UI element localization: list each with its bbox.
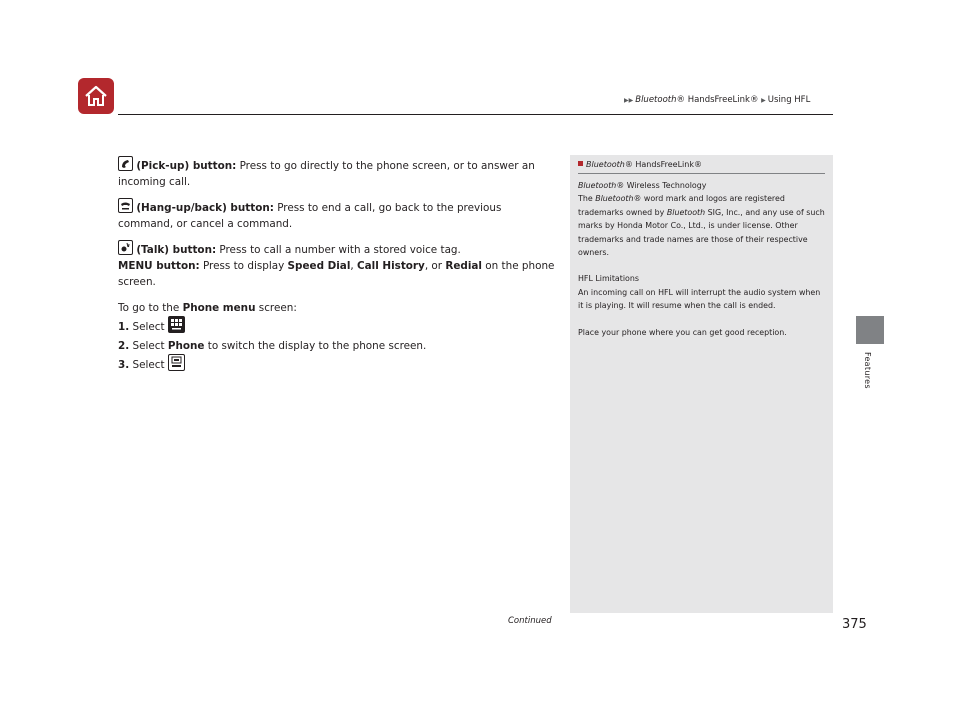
note-body	[570, 174, 833, 339]
note-line-1	[578, 179, 825, 192]
step-3	[118, 354, 558, 373]
step-1	[118, 316, 558, 335]
note-heading-italic: Bluetooth	[586, 160, 625, 169]
continued-label: Continued	[508, 616, 552, 626]
talk-paragraph	[118, 240, 558, 258]
menu-text: Press to display	[199, 260, 288, 272]
pickup-label: (Pick-up) button:	[136, 160, 237, 172]
goto-text: To go to the	[118, 302, 183, 314]
note-marker-icon	[578, 161, 583, 166]
note-italic: Bluetooth	[666, 207, 706, 217]
step-text: Select	[129, 359, 168, 371]
note-text: ® Wireless Technology	[616, 181, 707, 190]
note-heading	[570, 155, 833, 170]
breadcrumb-arrow-icon: ▶▶	[624, 97, 634, 104]
step-text: Select	[129, 340, 168, 352]
menu-text: ,	[350, 260, 357, 272]
step-number: 1.	[118, 321, 130, 333]
note-text: SIG, Inc., and any use of such marks by Honda Motor Co., Ltd., is under license. Other trademarks and trade names are those of their respective owners.	[578, 207, 825, 258]
goto-paragraph	[118, 300, 558, 316]
goto-text: screen:	[255, 302, 297, 314]
speed-dial-label: Speed Dial	[287, 260, 351, 272]
menu-label: MENU button:	[118, 260, 200, 272]
note-text: ® word mark and logos are registered trademarks owned by	[578, 194, 785, 217]
pickup-text: Press to go directly to the phone screen, or to answer an incoming call.	[118, 160, 535, 188]
hangup-paragraph	[118, 198, 558, 232]
note-italic: Bluetooth	[578, 181, 617, 190]
step-number: 2.	[118, 340, 130, 352]
menu-text: on the phone screen.	[118, 260, 555, 288]
note-para-2: An incoming call on HFL will interrupt the audio system when it is playing. It will resume when the call is ended.	[578, 287, 821, 311]
step-number: 3.	[118, 359, 130, 371]
pickup-paragraph	[118, 156, 558, 190]
home-button-icon	[168, 316, 185, 333]
step-2	[118, 338, 558, 354]
step-text: Select	[129, 321, 168, 333]
phone-option-label: Phone	[167, 340, 205, 352]
call-history-label: Call History	[357, 260, 425, 272]
note-text: The	[578, 194, 596, 204]
pick-up-phone-icon	[118, 156, 133, 171]
note-para-3: Place your phone where you can get good reception.	[578, 327, 787, 337]
hangup-text: Press to end a call, go back to the previous command, or cancel a command.	[118, 202, 502, 230]
menu-text: , or	[424, 260, 446, 272]
header-rule	[118, 114, 833, 115]
redial-label: Redial	[445, 260, 482, 272]
breadcrumb-item-using-hfl[interactable]: Using HFL	[767, 95, 811, 105]
page-number: 375	[842, 617, 867, 632]
talk-icon	[118, 240, 133, 255]
phone-menu-label: Phone menu	[182, 302, 256, 314]
section-label: Features	[863, 352, 872, 389]
menu-button-icon	[168, 354, 185, 371]
talk-label: (Talk) button:	[136, 244, 217, 256]
note-para-2-title: HFL Limitations	[578, 274, 639, 284]
note-italic: Bluetooth	[595, 194, 634, 204]
breadcrumb-arrow-icon: ▶	[761, 97, 766, 104]
hangup-label: (Hang-up/back) button:	[136, 202, 274, 214]
section-tab[interactable]	[856, 316, 884, 344]
step-text: to switch the display to the phone screen.	[204, 340, 427, 352]
note-heading-text: ® HandsFreeLink®	[624, 160, 702, 169]
menu-paragraph	[118, 258, 558, 290]
hang-up-phone-icon	[118, 198, 133, 213]
main-content	[118, 156, 558, 373]
breadcrumb-item-hfl[interactable]: ® HandsFreeLink®	[676, 95, 759, 105]
home-icon[interactable]	[78, 78, 114, 114]
breadcrumb	[624, 95, 810, 105]
side-note	[570, 155, 833, 613]
talk-text: Press to call a number with a stored voice tag.	[216, 244, 461, 256]
note-para-1	[578, 192, 825, 259]
breadcrumb-item-bluetooth[interactable]: Bluetooth	[635, 95, 677, 105]
